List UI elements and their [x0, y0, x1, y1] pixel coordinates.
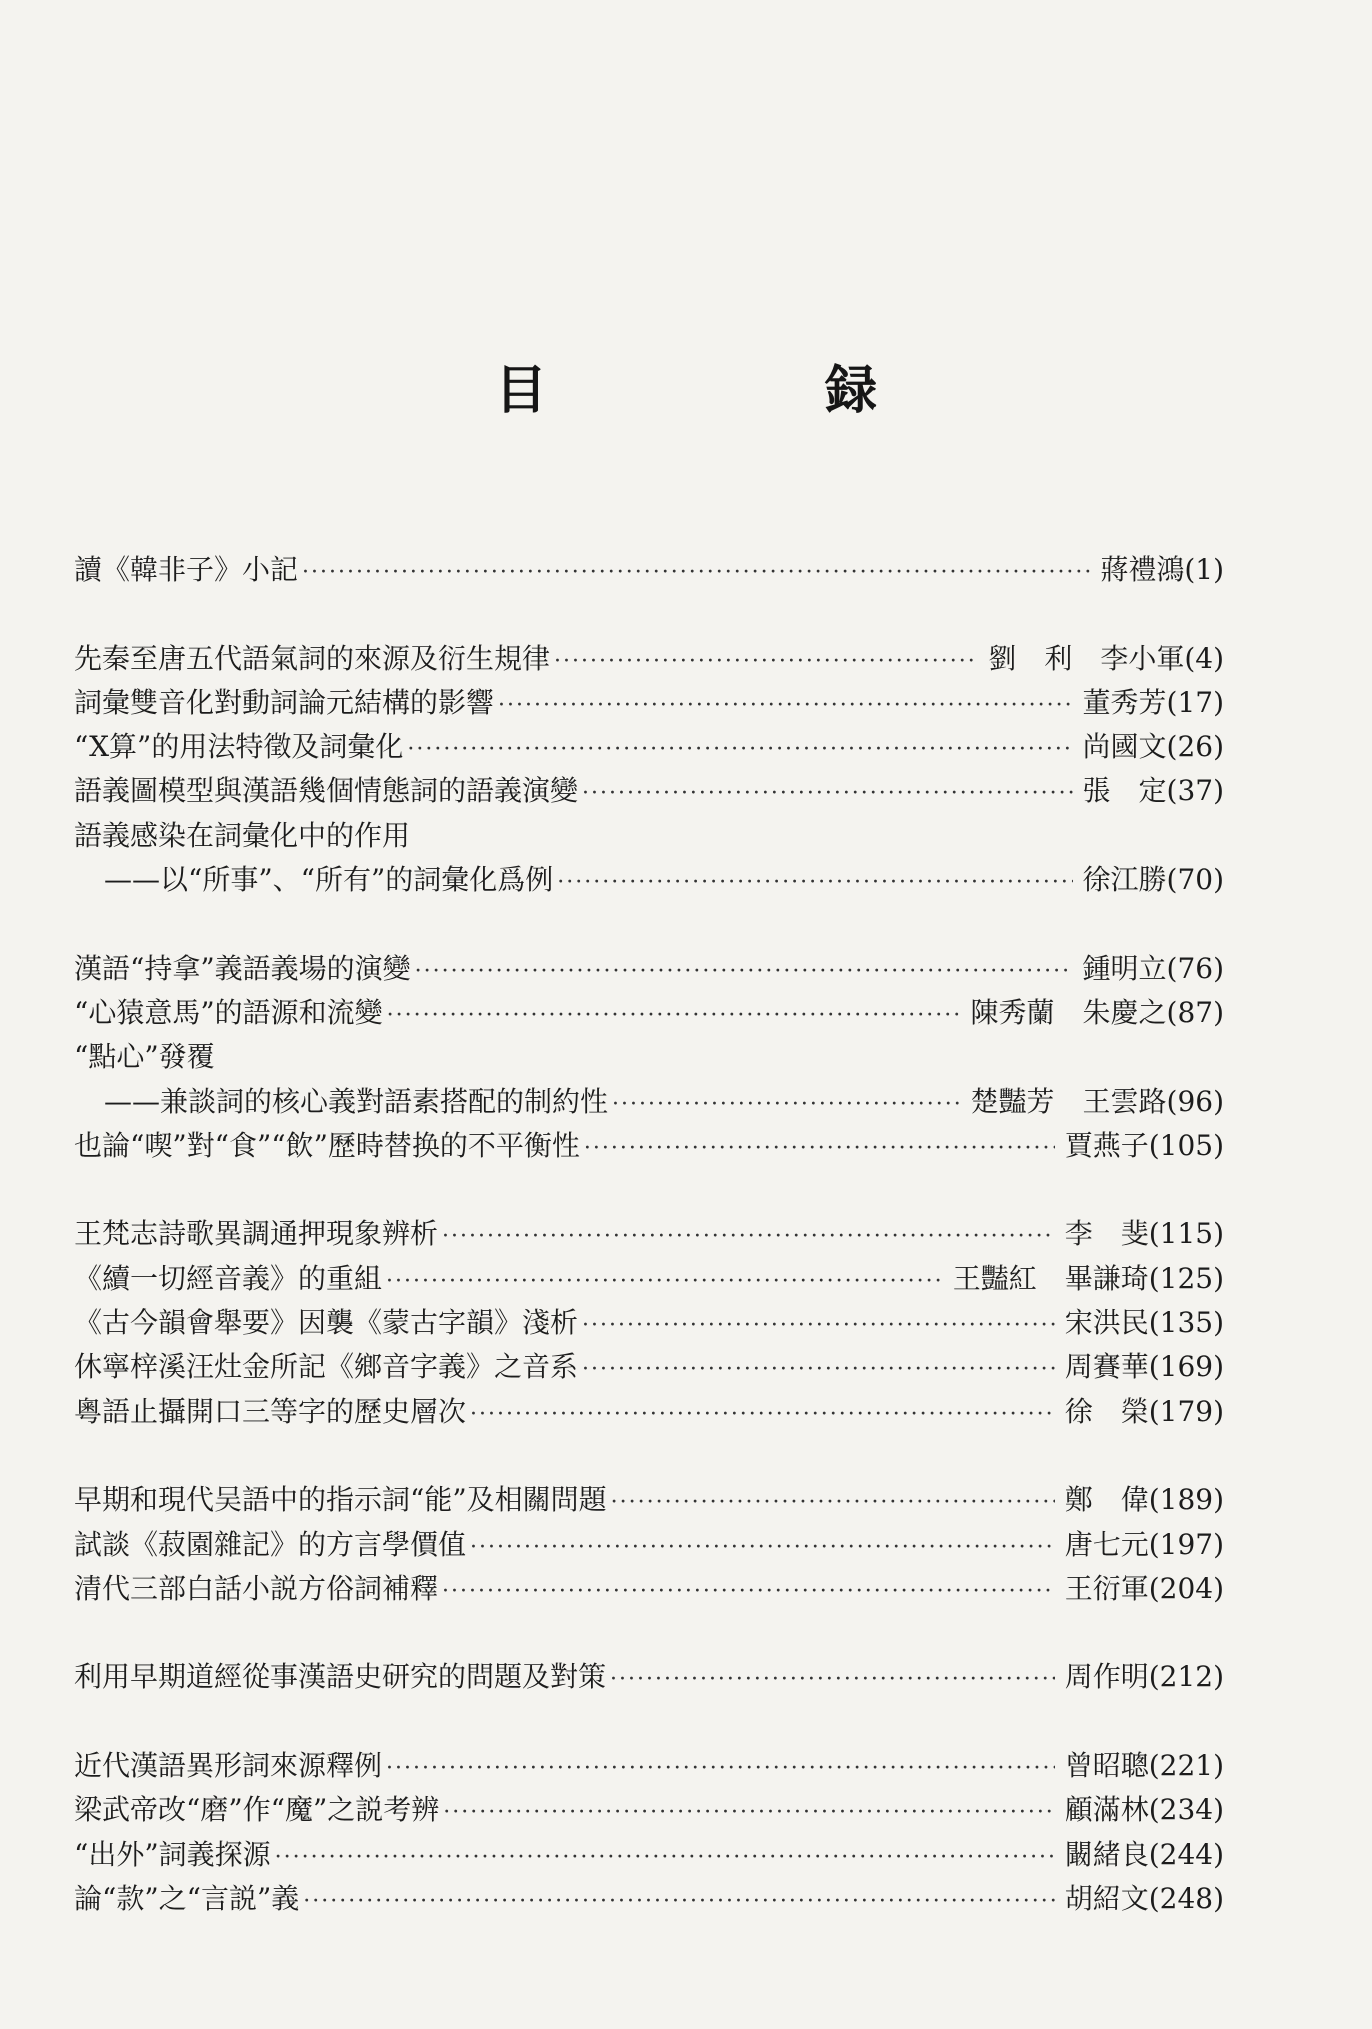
entry-author-page: 劉 利 李小軍(4) [988, 641, 1224, 675]
entry-author-page: 宋洪民(135) [1064, 1306, 1224, 1340]
entry-title: 王梵志詩歌異調通押現象辨析 [74, 1217, 439, 1251]
entry-author-page: 周作明(212) [1064, 1660, 1224, 1694]
entry-title: “點心”發覆 [74, 1040, 215, 1074]
toc-entry[interactable] [74, 548, 1224, 592]
section-gap [74, 1168, 1224, 1212]
leader-dots [498, 684, 1073, 728]
entry-author-page: 蔣禮鴻(1) [1100, 553, 1224, 586]
toc-entry[interactable] [74, 814, 1224, 858]
toc-entry-subtitle[interactable] [74, 1080, 1224, 1124]
entry-title: 休寧梓溪汪灶金所記《鄉音字義》之音系 [74, 1350, 579, 1384]
leader-dots [470, 1526, 1055, 1570]
toc-entry[interactable] [74, 1523, 1224, 1567]
entry-author-page: 唐七元(197) [1064, 1527, 1224, 1561]
leader-dots [387, 994, 961, 1038]
leader-dots [303, 1880, 1054, 1924]
entry-title: 也論“喫”對“食”“飲”歷時替换的不平衡性 [74, 1128, 580, 1162]
page-title: 目 録 [494, 360, 1008, 421]
entry-title: 漢語“持拿”義語義場的演變 [74, 951, 411, 985]
leader-dots [302, 551, 1090, 595]
entry-title: “出外”詞義探源 [74, 1837, 271, 1871]
toc-entry[interactable] [74, 1301, 1224, 1345]
entry-author-page: 鄭 偉(189) [1064, 1483, 1224, 1517]
entry-author-page: 王衍軍(204) [1064, 1571, 1224, 1605]
entry-author-page: 徐江勝(70) [1082, 863, 1224, 897]
toc-entry[interactable] [74, 991, 1224, 1035]
entry-title: 試談《菽園雜記》的方言學價值 [74, 1527, 467, 1561]
toc-entry[interactable] [74, 1567, 1224, 1611]
toc-entry-subtitle[interactable] [74, 858, 1224, 902]
entry-title: 《續一切經音義》的重組 [74, 1261, 383, 1295]
entry-title: 讀《韓非子》小記 [74, 553, 299, 586]
entry-author-page: 董秀芳(17) [1082, 685, 1224, 719]
toc-entry[interactable] [74, 1744, 1224, 1788]
entry-author-page: 尚國文(26) [1082, 730, 1224, 764]
leader-dots [557, 861, 1072, 905]
entry-author-page: 楚豔芳 王雲路(96) [970, 1084, 1224, 1118]
entry-title: 早期和現代吴語中的指示詞“能”及相關問題 [74, 1483, 607, 1517]
entry-title: “X算”的用法特徵及詞彙化 [74, 730, 404, 764]
section-gap [74, 1611, 1224, 1655]
entry-title: 語義感染在詞彙化中的作用 [74, 818, 411, 852]
leader-dots [612, 1083, 961, 1127]
toc-entry[interactable] [74, 1788, 1224, 1832]
entry-title: ——兼談詞的核心義對語素搭配的制約性 [104, 1084, 609, 1118]
entry-author-page: 陳秀蘭 朱慶之(87) [970, 995, 1224, 1029]
entry-title: “心猿意馬”的語源和流變 [74, 995, 383, 1029]
leader-dots [442, 1215, 1055, 1259]
section-gap [74, 902, 1224, 946]
entry-author-page: 胡紹文(248) [1064, 1881, 1224, 1915]
toc-entry[interactable] [74, 725, 1224, 769]
leader-dots [610, 1658, 1055, 1702]
entry-title: 清代三部白話小説方俗詞補釋 [74, 1571, 439, 1605]
table-of-contents [74, 548, 1224, 1921]
leader-dots [275, 1836, 1055, 1880]
section-gap [74, 1700, 1224, 1744]
toc-entry[interactable] [74, 1877, 1224, 1921]
toc-entry[interactable] [74, 1257, 1224, 1301]
entry-title: 論“款”之“言説”義 [74, 1881, 300, 1915]
entry-title: 詞彙雙音化對動詞論元結構的影響 [74, 685, 495, 719]
entry-author-page: 曾昭聰(221) [1064, 1749, 1224, 1783]
entry-title: 語義圖模型與漢語幾個情態詞的語義演變 [74, 774, 579, 808]
toc-entry[interactable] [74, 1035, 1224, 1079]
toc-entry[interactable] [74, 769, 1224, 813]
entry-author-page: 徐 榮(179) [1064, 1394, 1224, 1428]
leader-dots [386, 1260, 943, 1304]
toc-entry[interactable] [74, 637, 1224, 681]
entry-title: ——以“所事”、“所有”的詞彙化爲例 [104, 863, 554, 897]
entry-title: 《古今韻會舉要》因襲《蒙古字韻》淺析 [74, 1306, 579, 1340]
entry-title: 先秦至唐五代語氣詞的來源及衍生規律 [74, 641, 551, 675]
entry-author-page: 鍾明立(76) [1082, 951, 1224, 985]
toc-entry[interactable] [74, 1212, 1224, 1256]
toc-entry[interactable] [74, 1124, 1224, 1168]
entry-title: 利用早期道經從事漢語史研究的問題及對策 [74, 1660, 607, 1694]
leader-dots [554, 640, 978, 684]
entry-author-page: 顧滿林(234) [1064, 1793, 1224, 1827]
toc-entry[interactable] [74, 1478, 1224, 1522]
toc-entry[interactable] [74, 1390, 1224, 1434]
entry-title: 梁武帝改“磨”作“魔”之説考辨 [74, 1793, 440, 1827]
section-gap [74, 592, 1224, 636]
entry-author-page: 闞緒良(244) [1064, 1837, 1224, 1871]
leader-dots [582, 772, 1073, 816]
entry-author-page: 賈燕子(105) [1064, 1128, 1224, 1162]
toc-entry[interactable] [74, 1833, 1224, 1877]
leader-dots [386, 1747, 1055, 1791]
leader-dots [443, 1791, 1054, 1835]
toc-entry[interactable] [74, 1345, 1224, 1389]
leader-dots [415, 950, 1073, 994]
entry-author-page: 張 定(37) [1082, 774, 1224, 808]
section-gap [74, 1434, 1224, 1478]
toc-entry[interactable] [74, 681, 1224, 725]
leader-dots [470, 1393, 1055, 1437]
toc-entry[interactable] [74, 1655, 1224, 1699]
entry-author-page: 王豔紅 畢謙琦(125) [952, 1261, 1224, 1295]
leader-dots [611, 1481, 1055, 1525]
leader-dots [584, 1127, 1055, 1171]
leader-dots [442, 1570, 1055, 1614]
entry-author-page: 周賽華(169) [1064, 1350, 1224, 1384]
leader-dots [582, 1348, 1055, 1392]
entry-author-page: 李 斐(115) [1064, 1217, 1224, 1251]
entry-title: 近代漢語異形詞來源釋例 [74, 1749, 383, 1783]
entry-title: 粵語止攝開口三等字的歷史層次 [74, 1394, 467, 1428]
leader-dots [582, 1304, 1055, 1348]
toc-entry[interactable] [74, 947, 1224, 991]
leader-dots [407, 728, 1072, 772]
